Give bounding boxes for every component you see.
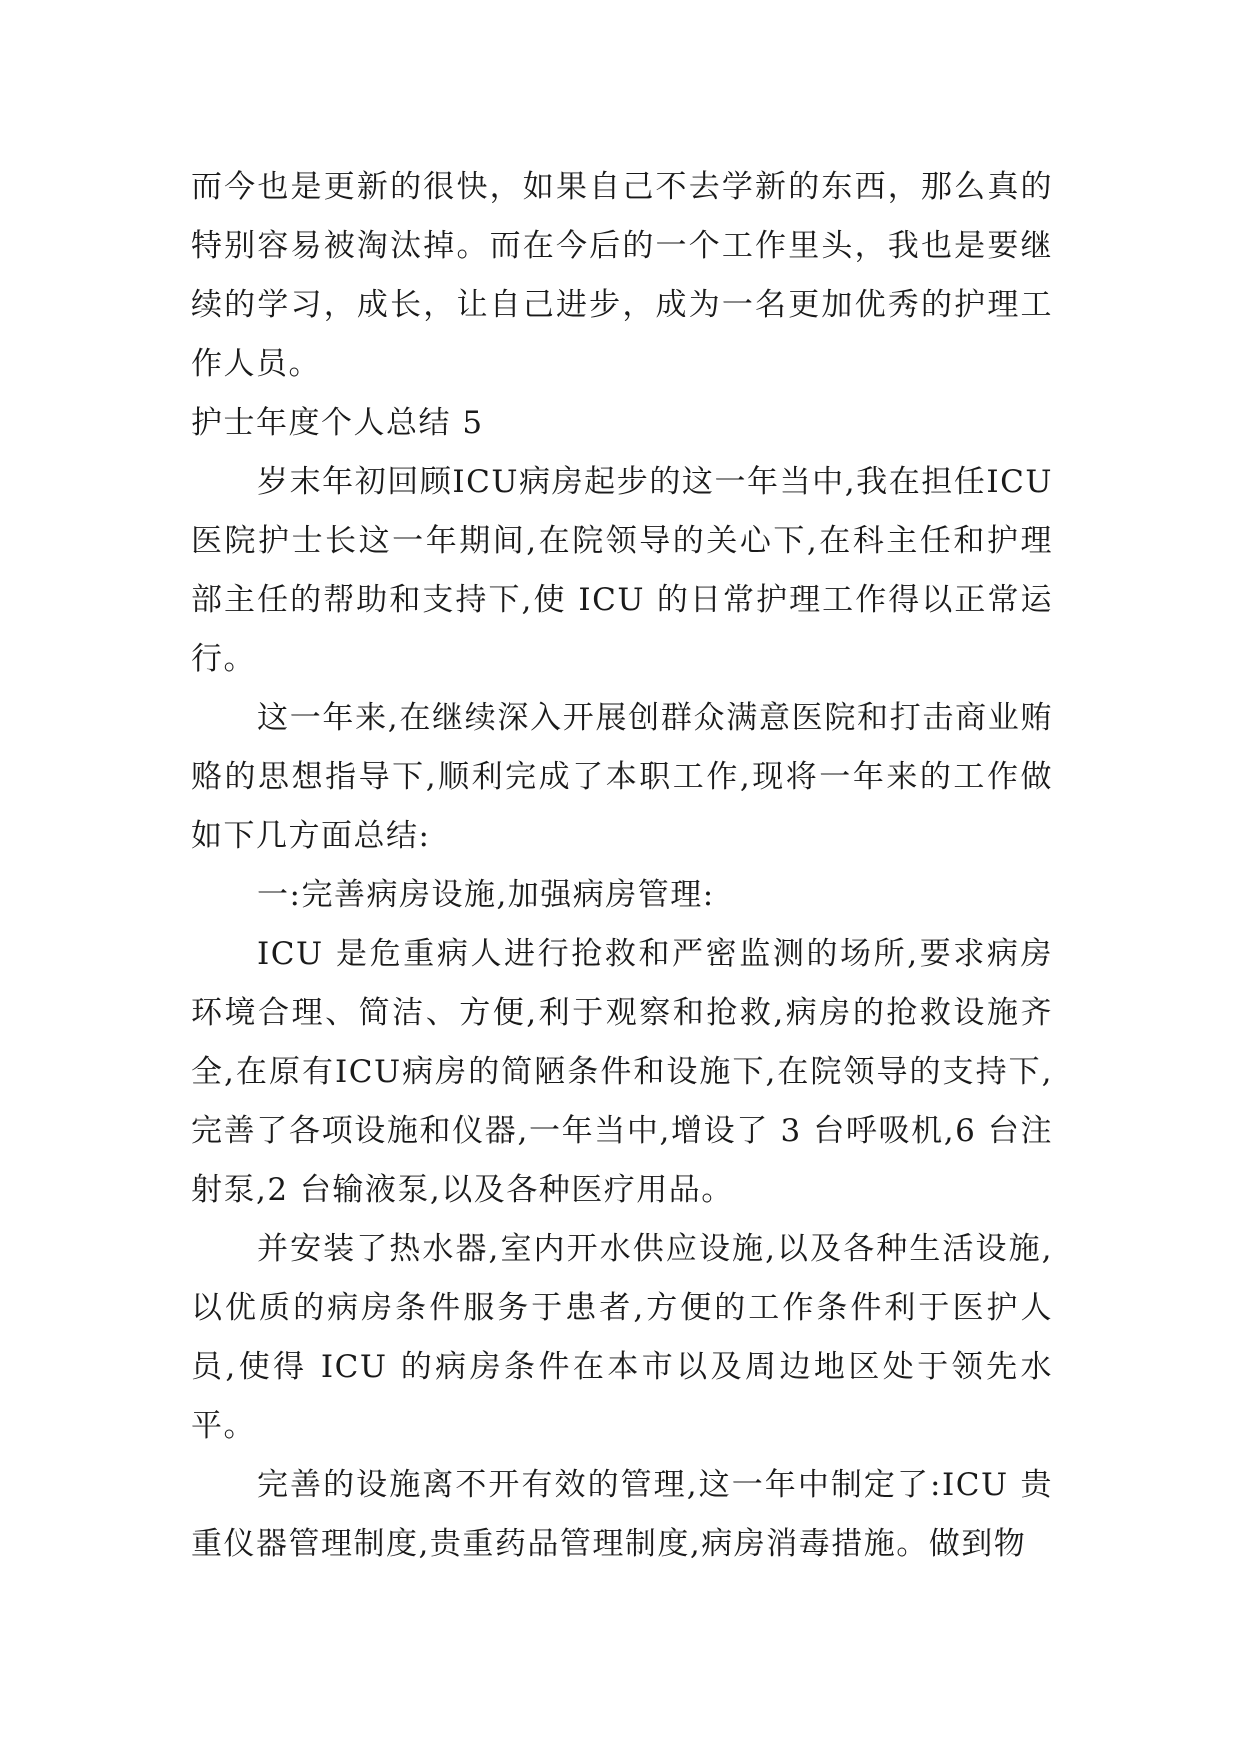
- paragraph-continuation: 而今也是更新的很快，如果自己不去学新的东西，那么真的特别容易被淘汰掉。而在今后的一个工作里头，我也是要继续的学习，成长，让自己进步，成为一名更加优秀的护理工作人员。: [191, 169, 1053, 382]
- paragraph-icu-description: ICU 是危重病人进行抢救和严密监测的场所,要求病房环境合理、简洁、方便,利于观察和抢救,病房的抢救设施齐全,在原有ICU病房的简陋条件和设施下,在院领导的支持下,完善了各项设施和仪器,一年当中,增设了 3 台呼吸机,6 台注射泵,2 台输液泵,以及各种医疗用品。: [191, 936, 1053, 1208]
- section-heading: 护士年度个人总结 5: [191, 405, 484, 441]
- paragraph-intro: 岁末年初回顾ICU病房起步的这一年当中,我在担任ICU医院护士长这一年期间,在院领导的关心下,在科主任和护理部主任的帮助和支持下,使 ICU 的日常护理工作得以正常运行。: [191, 464, 1053, 677]
- subsection-title: 一:完善病房设施,加强病房管理:: [257, 877, 715, 913]
- paragraph-management: 完善的设施离不开有效的管理,这一年中制定了:ICU 贵重仪器管理制度,贵重药品管理制度,病房消毒措施。做到物: [191, 1467, 1053, 1562]
- document-body: [191, 158, 1053, 1574]
- paragraph-facilities: 并安装了热水器,室内开水供应设施,以及各种生活设施,以优质的病房条件服务于患者,方便的工作条件利于医护人员,使得 ICU 的病房条件在本市以及周边地区处于领先水平。: [191, 1231, 1053, 1444]
- paragraph-overview: 这一年来,在继续深入开展创群众满意医院和打击商业贿赂的思想指导下,顺利完成了本职工作,现将一年来的工作做如下几方面总结:: [191, 700, 1053, 854]
